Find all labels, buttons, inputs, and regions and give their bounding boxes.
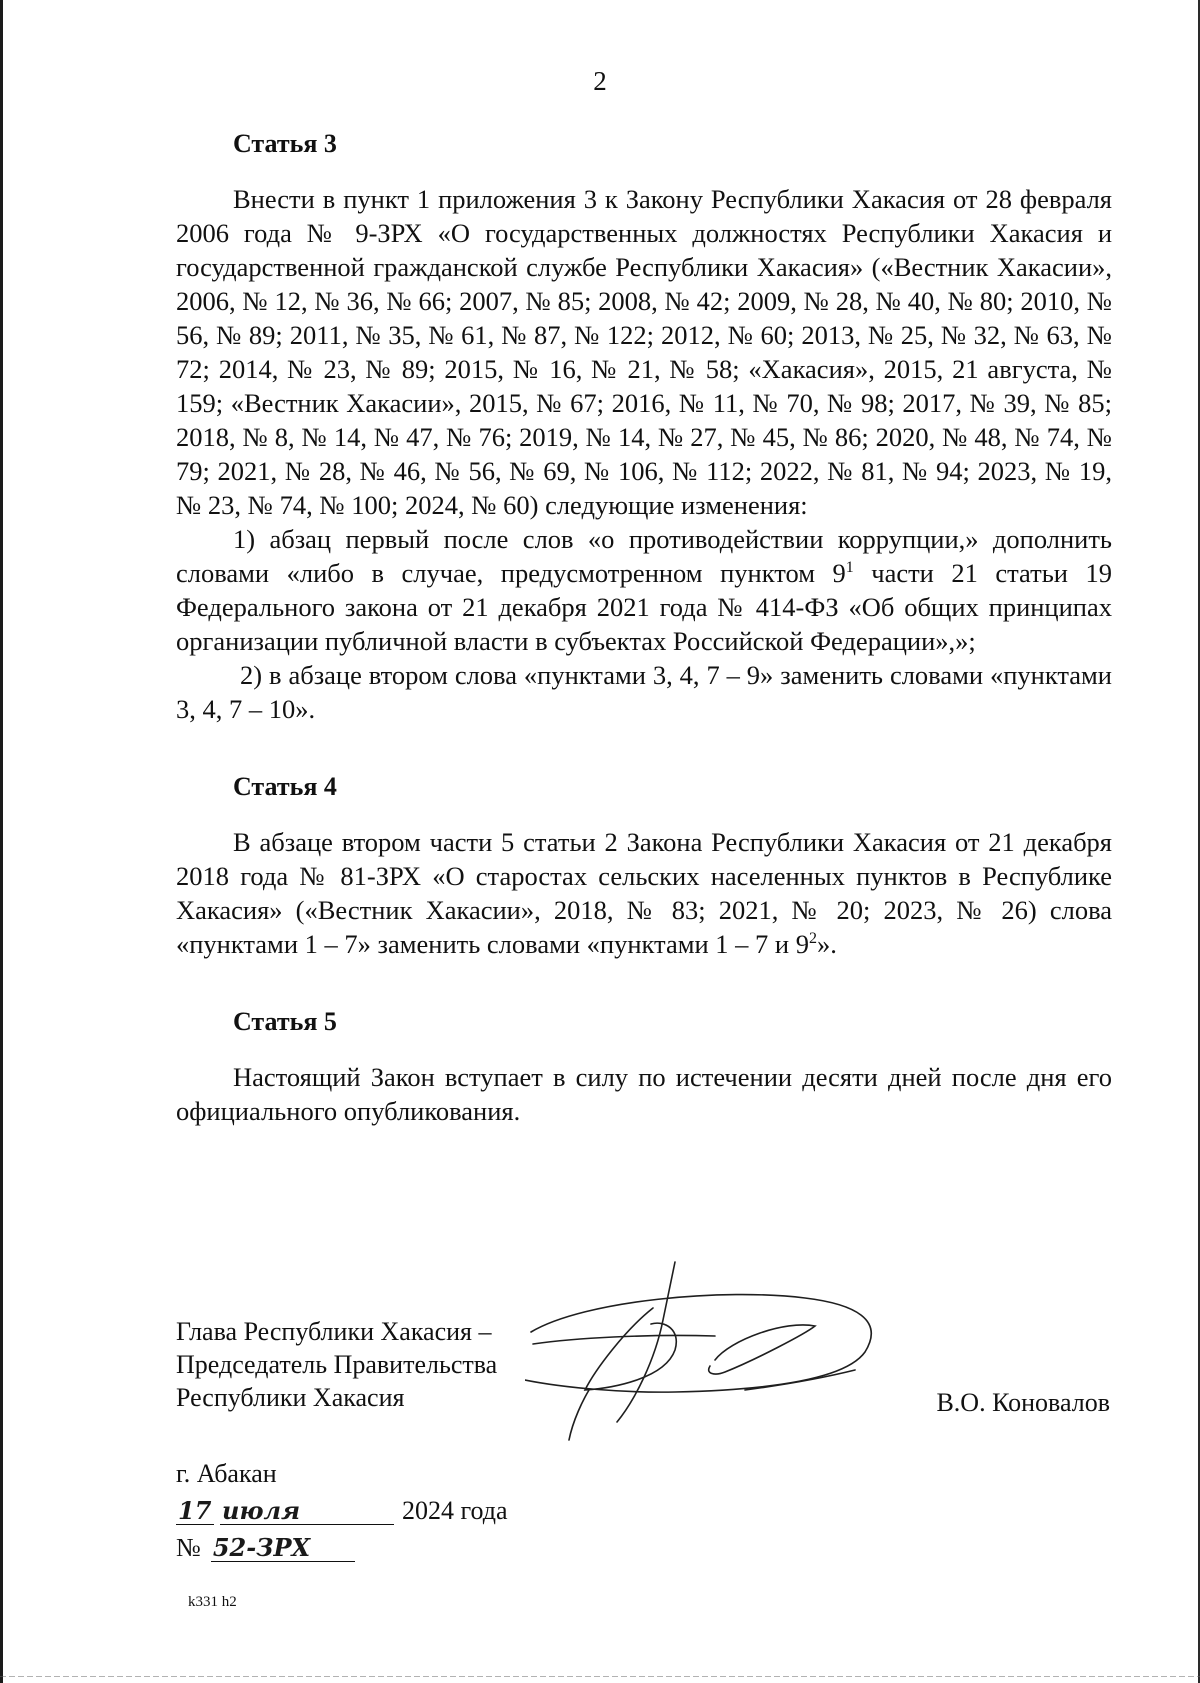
law-number-prefix: №: [176, 1533, 201, 1562]
law-number-value: 52-ЗРХ: [211, 1535, 355, 1562]
article-3-heading: Статья 3: [233, 129, 337, 158]
article-5-heading: Статья 5: [233, 1007, 337, 1036]
handwritten-signature: [525, 1260, 945, 1450]
date-month: июля: [220, 1498, 394, 1525]
signatory-title-line-1: Глава Республики Хакасия –: [176, 1317, 492, 1346]
signatory-name: В.О. Коновалов: [936, 1388, 1110, 1417]
article-4-text-end: ».: [816, 929, 837, 959]
date-day: 17: [176, 1498, 214, 1525]
article-4-superscript: 2: [808, 930, 817, 948]
signatory-title-line-3: Республики Хакасия: [176, 1383, 405, 1412]
article-4-text: [176, 825, 1112, 961]
article-3-item-1: [176, 522, 1112, 658]
date-year: 2024 года: [402, 1496, 508, 1525]
article-4-heading: Статья 4: [233, 772, 337, 801]
scan-edge-bottom: [0, 1676, 1200, 1677]
signing-date: [176, 1492, 508, 1529]
signatory-title: [176, 1315, 497, 1414]
city: г. Абакан: [176, 1459, 277, 1488]
page-number: 2: [593, 66, 607, 96]
article-4-text-main: В абзаце втором части 5 статьи 2 Закона Республики Хакасия от 21 декабря 2018 года № 81-ЗРХ «О старостах сельских населенных пунктов в Республике Хакасия» («Вестник Хакасии», 2018, № 83; 2021, № 20; 2023, № 26) слова «пунктами 1 – 7» заменить словами «пунктами 1 – 7 и 9: [176, 827, 1112, 959]
document-code: k331 h2: [188, 1594, 237, 1610]
signatory-title-line-2: Председатель Правительства: [176, 1350, 498, 1379]
article-3-item-1-text: 1) абзац первый после слов «о противодействии коррупции,» дополнить словами «либо в случае, предусмотренном пунктом 9: [176, 524, 1112, 588]
article-3-item-1-superscript: 1: [845, 559, 854, 577]
document-body: [176, 127, 1112, 1128]
article-3-item-1-text-end: части 21 статьи 19 Федерального закона от 21 декабря 2021 года № 414-ФЗ «Об общих принципах организации публичной власти в субъектах Российской Федерации»,»;: [176, 558, 1112, 656]
article-5-text: Настоящий Закон вступает в силу по истечении десяти дней после дня его официального опубликования.: [176, 1062, 1112, 1126]
place-and-date: [176, 1455, 508, 1566]
scan-edge-left: [0, 0, 3, 1683]
article-3-item-2: 2) в абзаце втором слова «пунктами 3, 4, 7 – 9» заменить словами «пунктами 3, 4, 7 – 10».: [176, 660, 1112, 724]
law-number: [176, 1529, 508, 1566]
article-3-intro: Внести в пункт 1 приложения 3 к Закону Республики Хакасия от 28 февраля 2006 года № 9-ЗРХ «О государственных должностях Республики Хакасия и государственной гражданской службе Республики Хакасия» («Вестник Хакасии», 2006, № 12, № 36, № 66; 2007, № 85; 2008, № 42; 2009, № 28, № 40, № 80; 2010, № 56, № 89; 2011, № 35, № 61, № 87, № 122; 2012, № 60; 2013, № 25, № 32, № 63, № 72; 2014, № 23, № 89; 2015, № 16, № 21, № 58; «Хакасия», 2015, 21 августа, № 159; «Вестник Хакасии», 2015, № 67; 2016, № 11, № 70, № 98; 2017, № 39, № 85; 2018, № 8, № 14, № 47, № 76; 2019, № 14, № 27, № 45, № 86; 2020, № 48, № 74, № 79; 2021, № 28, № 46, № 56, № 69, № 106, № 112; 2022, № 81, № 94; 2023, № 19, № 23, № 74, № 100; 2024, № 60) следующие изменения:: [176, 184, 1112, 520]
